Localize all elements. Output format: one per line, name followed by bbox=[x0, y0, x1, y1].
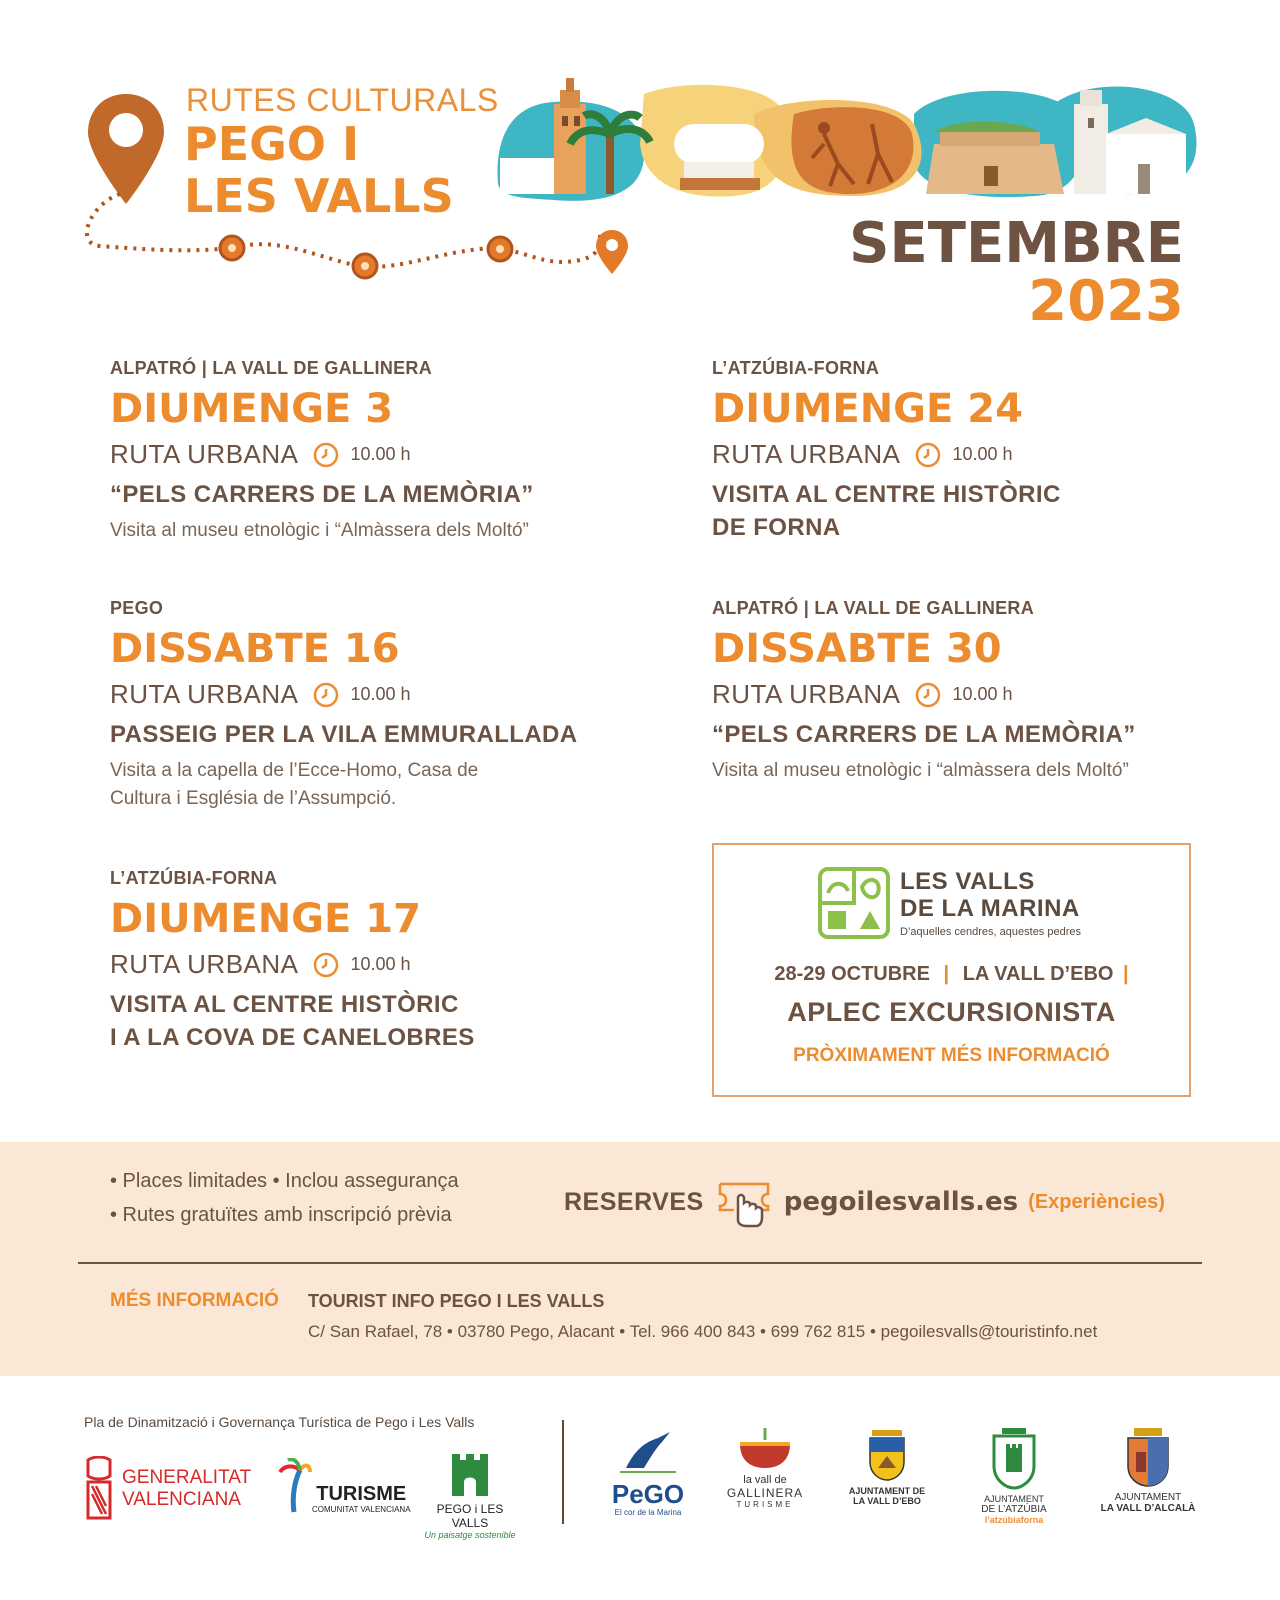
event-time: 10.00 h bbox=[952, 684, 1013, 704]
generalitat-logo bbox=[84, 1456, 251, 1522]
event-title-line: I A LA COVA DE CANELOBRES bbox=[110, 1024, 475, 1051]
tourist-info-name: TOURIST INFO PEGO I LES VALLS bbox=[308, 1291, 605, 1311]
event-card bbox=[110, 598, 630, 813]
generalitat-emblem-icon bbox=[84, 1456, 114, 1522]
logo-title-line: LES VALLS bbox=[900, 868, 1035, 895]
event-description bbox=[110, 517, 630, 545]
event-card bbox=[712, 358, 1232, 544]
vall-gallinera-logo bbox=[722, 1426, 808, 1509]
gallinera-line: TURISME bbox=[736, 1500, 794, 1509]
pego-les-valls-tagline: Un paisatge sostenible bbox=[424, 1530, 516, 1540]
pego-logo bbox=[606, 1428, 690, 1517]
event-location: ALPATRÓ | LA VALL DE GALLINERA bbox=[110, 358, 433, 378]
footer-divider bbox=[562, 1420, 564, 1524]
clock-icon bbox=[313, 682, 339, 708]
atzubia-line: l’atzúbiaforna bbox=[984, 1515, 1044, 1525]
pego-les-valls-logo bbox=[418, 1450, 522, 1540]
clock-icon bbox=[915, 442, 941, 468]
vall-alcala-logo bbox=[1096, 1426, 1200, 1514]
month-label: SETEMBRE bbox=[849, 211, 1184, 276]
reserves-label: RESERVES bbox=[564, 1187, 704, 1216]
small-pin-icon bbox=[596, 230, 628, 274]
event-type: RUTA URBANA bbox=[712, 439, 901, 469]
info-bullet: • Rutes gratuïtes amb inscripció prèvia bbox=[110, 1204, 452, 1226]
alcala-line: LA VALL D’ALCALÀ bbox=[1100, 1503, 1196, 1514]
event-title bbox=[110, 478, 630, 511]
event-description-line: Visita a la capella de l’Ecce-Homo, Casa de bbox=[110, 760, 479, 781]
location-pin-icon bbox=[88, 94, 164, 204]
gallinera-line: GALLINERA bbox=[726, 1486, 804, 1500]
atzubia-logo bbox=[966, 1424, 1062, 1525]
turisme-cv-emblem-icon bbox=[278, 1458, 312, 1514]
event-card bbox=[712, 598, 1232, 785]
event-date: DIUMENGE 17 bbox=[110, 896, 421, 942]
landmarks-banner-illustration bbox=[494, 74, 1214, 206]
turisme-subtitle: COMUNITAT VALENCIANA bbox=[312, 1505, 411, 1514]
info-divider bbox=[78, 1262, 1202, 1264]
event-title-line: “PELS CARRERS DE LA MEMÒRIA” bbox=[110, 481, 534, 508]
event-type: RUTA URBANA bbox=[110, 439, 299, 469]
event-card bbox=[110, 358, 630, 545]
event-date: DIUMENGE 24 bbox=[712, 386, 1023, 432]
heron-icon bbox=[606, 1428, 690, 1476]
aplec-date: 28-29 OCTUBRE bbox=[774, 963, 930, 985]
event-description bbox=[110, 757, 630, 813]
event-time: 10.00 h bbox=[350, 954, 411, 974]
logo-tagline: D’aquelles cendres, aquestes pedres bbox=[900, 926, 1082, 938]
vall-alcala-shield-icon bbox=[1096, 1426, 1200, 1488]
turisme-cv-logo bbox=[278, 1458, 411, 1514]
event-time: 10.00 h bbox=[952, 444, 1013, 464]
pego-title: PeGO bbox=[611, 1479, 685, 1509]
event-route-row bbox=[110, 679, 630, 710]
event-title bbox=[110, 718, 630, 751]
event-type: RUTA URBANA bbox=[110, 679, 299, 709]
vall-ebo-shield-icon bbox=[842, 1426, 932, 1482]
aplec-location: LA VALL D’EBO bbox=[962, 963, 1114, 985]
event-route-row bbox=[712, 439, 1232, 470]
separator: | bbox=[1123, 963, 1129, 985]
ticket-click-icon bbox=[716, 1176, 772, 1228]
event-location: L’ATZÚBIA-FORNA bbox=[110, 868, 278, 888]
series-title bbox=[184, 118, 454, 222]
info-bullet: • Places limitades • Inclou assegurança bbox=[110, 1170, 459, 1192]
event-description bbox=[712, 757, 1232, 785]
atzubia-line: DE L’ATZÚBIA bbox=[981, 1504, 1047, 1515]
more-info-label: MÉS INFORMACIÓ bbox=[110, 1290, 279, 1311]
ebo-line: AJUNTAMENT DE bbox=[848, 1486, 926, 1496]
generalitat-line: VALENCIANA bbox=[122, 1489, 241, 1510]
pego-les-valls-title: PEGO i LES VALLS bbox=[436, 1502, 504, 1530]
booking-website-note: (Experiències) bbox=[1028, 1190, 1165, 1213]
event-title-line: VISITA AL CENTRE HISTÒRIC bbox=[712, 481, 1061, 508]
vall-ebo-logo bbox=[842, 1426, 932, 1506]
event-time: 10.00 h bbox=[350, 444, 411, 464]
event-route-row bbox=[110, 949, 630, 980]
aplec-more-info: PRÒXIMAMENT MÉS INFORMACIÓ bbox=[793, 1045, 1110, 1066]
ebo-line: LA VALL D’EBO bbox=[853, 1496, 921, 1506]
atzubia-shield-icon bbox=[966, 1424, 1062, 1490]
event-title bbox=[110, 988, 630, 1054]
event-route-row bbox=[110, 439, 630, 470]
aplec-info-box bbox=[712, 843, 1191, 1097]
atzubia-line: AJUNTAMENT bbox=[984, 1494, 1044, 1504]
alcala-line: AJUNTAMENT bbox=[1114, 1492, 1182, 1503]
plan-text: Pla de Dinamització i Governança Turística de Pego i Les Valls bbox=[84, 1414, 475, 1430]
series-subtitle: RUTES CULTURALS bbox=[186, 82, 499, 118]
event-title-line: “PELS CARRERS DE LA MEMÒRIA” bbox=[712, 721, 1136, 748]
title-line-1: PEGO I bbox=[184, 117, 360, 171]
generalitat-line: GENERALITAT bbox=[122, 1467, 252, 1488]
event-title-line: VISITA AL CENTRE HISTÒRIC bbox=[110, 991, 459, 1018]
valls-marina-logo bbox=[818, 867, 1081, 939]
event-card bbox=[110, 868, 630, 1054]
event-description-line: Visita al museu etnològic i “almàssera dels Moltó” bbox=[712, 760, 1129, 781]
event-location: L’ATZÚBIA-FORNA bbox=[712, 358, 880, 378]
pego-tagline: El cor de la Marina bbox=[614, 1508, 682, 1517]
event-location: PEGO bbox=[110, 598, 164, 618]
clock-icon bbox=[313, 442, 339, 468]
event-description-line: Cultura i Església de l’Assumpció. bbox=[110, 788, 397, 809]
separator: | bbox=[943, 963, 950, 985]
generalitat-logo-text bbox=[122, 1467, 251, 1511]
gallinera-line: la vall de bbox=[743, 1474, 787, 1486]
event-location: ALPATRÓ | LA VALL DE GALLINERA bbox=[712, 598, 1035, 618]
valls-marina-logo-icon bbox=[818, 867, 890, 939]
year-label: 2023 bbox=[1028, 269, 1184, 334]
valls-marina-logo-text bbox=[900, 868, 1081, 938]
castle-icon bbox=[418, 1450, 522, 1498]
turisme-cv-logo-text bbox=[312, 1483, 411, 1514]
tourist-info-address: C/ San Rafael, 78 • 03780 Pego, Alacant • Tel. 966 400 843 • 699 762 815 • pegoilesvalls@touristinfo.net bbox=[308, 1322, 1098, 1341]
cherry-bowl-icon bbox=[722, 1426, 808, 1470]
event-title bbox=[712, 478, 1232, 544]
clock-icon bbox=[313, 952, 339, 978]
booking-website-link[interactable]: pegoilesvalls.es bbox=[783, 1187, 1019, 1217]
event-description-line: Visita al museu etnològic i “Almàssera dels Moltó” bbox=[110, 520, 529, 541]
title-line-2: LES VALLS bbox=[184, 169, 454, 223]
clock-icon bbox=[915, 682, 941, 708]
event-title bbox=[712, 718, 1232, 751]
event-title-line: DE FORNA bbox=[712, 514, 841, 541]
reservation-row bbox=[564, 1176, 1165, 1228]
logo-title-line: DE LA MARINA bbox=[900, 895, 1080, 922]
event-type: RUTA URBANA bbox=[110, 949, 299, 979]
event-type: RUTA URBANA bbox=[712, 679, 901, 709]
event-route-row bbox=[712, 679, 1232, 710]
aplec-date-row bbox=[714, 963, 1189, 986]
event-time: 10.00 h bbox=[350, 684, 411, 704]
event-date: DISSABTE 16 bbox=[110, 626, 400, 672]
turisme-title: TURISME bbox=[316, 1483, 407, 1505]
aplec-title: APLEC EXCURSIONISTA bbox=[787, 997, 1116, 1027]
event-date: DISSABTE 30 bbox=[712, 626, 1002, 672]
event-title-line: PASSEIG PER LA VILA EMMURALLADA bbox=[110, 721, 578, 748]
event-date: DIUMENGE 3 bbox=[110, 386, 394, 432]
